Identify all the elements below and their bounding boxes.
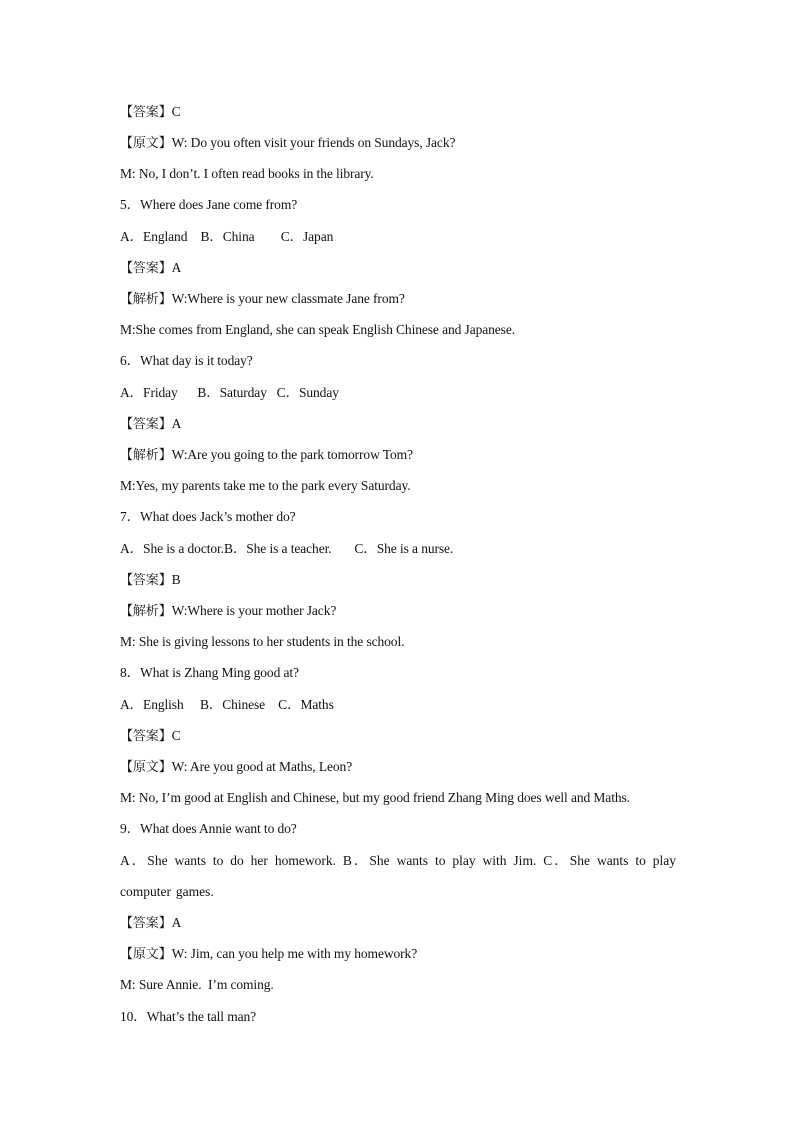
dialogue-text: M: She is giving lessons to her students in the school. <box>120 634 405 649</box>
question-text: 9．What does Annie want to do? <box>120 821 297 836</box>
transcript-tag: 【原文】 <box>120 760 172 775</box>
options-line <box>120 229 333 245</box>
answer-value: B <box>171 572 181 587</box>
answer-line <box>120 728 181 745</box>
answer-tag: 【答案】 <box>120 573 172 588</box>
analysis-tag: 【解析】 <box>120 448 172 463</box>
transcript-line <box>120 135 455 152</box>
answer-value: A <box>171 260 182 275</box>
options-text: A．Friday B．Saturday C．Sunday <box>120 385 339 400</box>
answer-line <box>120 416 181 433</box>
transcript-text: W: Are you good at Maths, Leon? <box>171 759 353 774</box>
dialogue-line <box>120 977 274 993</box>
options-text: A．She is a doctor.B．She is a teacher. C．She is a nurse. <box>120 541 454 556</box>
transcript-tag: 【原文】 <box>120 947 172 962</box>
analysis-text: W:Where is your new classmate Jane from? <box>171 291 405 306</box>
answer-value: C <box>171 728 181 743</box>
dialogue-line <box>120 322 515 338</box>
answer-tag: 【答案】 <box>120 105 172 120</box>
options-text: A．English B．Chinese C．Maths <box>120 697 334 712</box>
transcript-line <box>120 759 352 776</box>
analysis-line <box>120 603 336 620</box>
answer-line <box>120 572 181 589</box>
transcript-tag: 【原文】 <box>120 136 172 151</box>
analysis-line <box>120 291 405 308</box>
options-paragraph: A．She wants to do her homework. B．She wants to play with Jim. C．She wants to play computer games. <box>120 853 676 899</box>
question-text: 6．What day is it today? <box>120 353 253 368</box>
question-text: 5．Where does Jane come from? <box>120 197 298 212</box>
question-line <box>120 1009 256 1025</box>
transcript-text: W: Do you often visit your friends on Sundays, Jack? <box>171 135 456 150</box>
question-line <box>120 821 297 837</box>
dialogue-text: M:Yes, my parents take me to the park every Saturday. <box>120 478 411 493</box>
answer-tag: 【答案】 <box>120 916 172 931</box>
answer-line <box>120 260 181 277</box>
transcript-line <box>120 946 417 963</box>
analysis-tag: 【解析】 <box>120 292 172 307</box>
answer-line <box>120 915 181 932</box>
question-line <box>120 509 296 525</box>
transcript-text: W: Jim, can you help me with my homework? <box>171 946 418 961</box>
options-line <box>120 385 339 401</box>
dialogue-line <box>120 478 411 494</box>
question-text: 7．What does Jack’s mother do? <box>120 509 296 524</box>
question-line <box>120 197 297 213</box>
answer-tag: 【答案】 <box>120 729 172 744</box>
answer-value: A <box>171 915 182 930</box>
options-line <box>120 541 453 557</box>
analysis-tag: 【解析】 <box>120 604 172 619</box>
answer-tag: 【答案】 <box>120 261 172 276</box>
dialogue-text: M: Sure Annie. I’m coming. <box>120 977 274 992</box>
answer-tag: 【答案】 <box>120 417 172 432</box>
question-text: 10．What’s the tall man? <box>120 1009 257 1024</box>
answer-value: C <box>171 104 181 119</box>
dialogue-line <box>120 166 374 182</box>
analysis-line <box>120 447 413 464</box>
options-text: A．England B．China C．Japan <box>120 229 334 244</box>
dialogue-line <box>120 634 404 650</box>
options-line <box>120 697 334 713</box>
answer-value: A <box>171 416 182 431</box>
dialogue-text: M: No, I don’t. I often read books in the library. <box>120 166 374 181</box>
analysis-text: W:Where is your mother Jack? <box>171 603 337 618</box>
question-line <box>120 353 253 369</box>
dialogue-text: M:She comes from England, she can speak English Chinese and Japanese. <box>120 322 516 337</box>
answer-line <box>120 104 181 121</box>
question-text: 8．What is Zhang Ming good at? <box>120 665 299 680</box>
dialogue-text: M: No, I’m good at English and Chinese, but my good friend Zhang Ming does well and Maths. <box>120 790 630 805</box>
dialogue-line <box>120 790 630 806</box>
analysis-text: W:Are you going to the park tomorrow Tom? <box>171 447 413 462</box>
question-line <box>120 665 299 681</box>
